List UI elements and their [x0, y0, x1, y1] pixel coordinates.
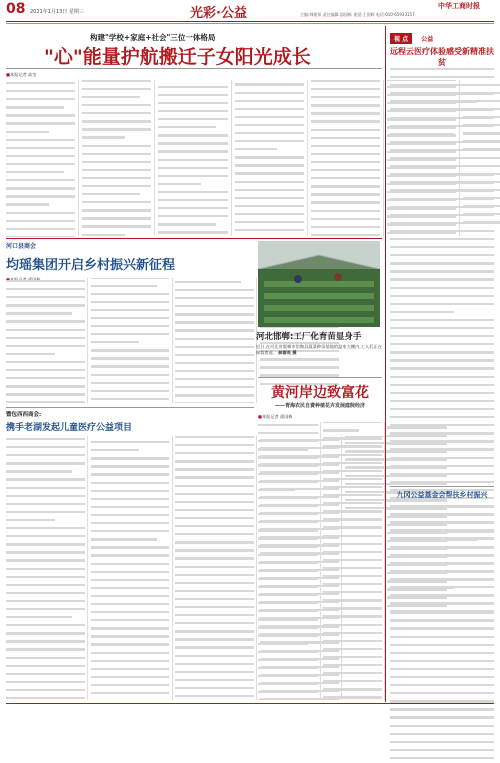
paper-name: 中华工商时报	[438, 2, 480, 10]
junyao-byline: ■本报记者 邵国栋	[6, 277, 41, 282]
footer-rule	[6, 703, 494, 704]
feature-subhead: ——青海农民自费种植花卉发展庭院经济	[274, 403, 365, 409]
medical-body	[6, 436, 254, 700]
article-junyao	[6, 241, 254, 283]
medical-kicker: 暨包西西商会:	[6, 412, 42, 418]
column-separator	[385, 26, 386, 702]
right-column-tag	[390, 26, 494, 43]
page-number: 08	[6, 1, 26, 17]
photo-credit: 郝群英 摄	[278, 350, 297, 356]
lead-byline: ■本报记者 高莹	[6, 72, 37, 77]
feature-byline: ■本报记者 邵国栋	[258, 414, 293, 419]
byline-mark-icon: ■	[6, 72, 10, 77]
junyao-body	[6, 278, 254, 403]
lead-headline: "心"能量护航搬迁子女阳光成长	[44, 46, 311, 68]
lead-rule	[6, 68, 382, 69]
header-rule	[6, 21, 494, 22]
issue-date: 2021年1月13日 星期三	[30, 9, 84, 15]
greenhouse-photo	[258, 241, 380, 327]
right-divider	[390, 486, 494, 487]
right-body	[390, 66, 494, 482]
junyao-tag: 河口县商会	[6, 243, 37, 250]
medical-headline: 携手老湖发起儿童医疗公益项目	[6, 423, 133, 433]
right-footer-headline: 九冈公益基金会帮扶乡村振兴	[396, 491, 488, 499]
feature-body	[258, 422, 382, 700]
right-headline: 远程云医疗体验感受新精准扶贫	[390, 47, 494, 67]
article-medical	[6, 410, 133, 433]
lead-body	[6, 80, 380, 236]
photo-headline: 河北邯郸:工厂化育苗显身手	[256, 332, 362, 342]
byline-mark-icon: ■	[258, 414, 262, 419]
right-footer-body	[390, 504, 494, 700]
lead-kicker: 构建"学校+家庭+社会"三位一体格局	[90, 33, 216, 42]
photo-caption: 近日,在河北省邯郸市馆陶县蔬菜种苗基地的温室大棚内,工人们正在移栽育苗。 郝群英 摄	[256, 344, 382, 356]
feature-headline: 黄河岸边致富花	[271, 385, 369, 401]
photo-divider	[258, 377, 382, 378]
editor-line: 主编:韩建荣 责任编辑:邵国栋 视觉:王国辉 电话:010-65933157	[300, 12, 415, 17]
header	[0, 0, 500, 22]
junyao-headline: 均瑶集团开启乡村振兴新征程	[6, 258, 176, 273]
column-label: 公益	[421, 36, 434, 43]
byline-mark-icon: ■	[6, 277, 10, 282]
photo-block	[258, 241, 380, 327]
lead-bottom-rule	[6, 238, 382, 239]
header-subrule	[6, 23, 494, 24]
left-divider	[6, 407, 254, 408]
section-title: 光彩·公益	[190, 6, 247, 21]
column-tag-box: 视 点	[390, 33, 412, 44]
